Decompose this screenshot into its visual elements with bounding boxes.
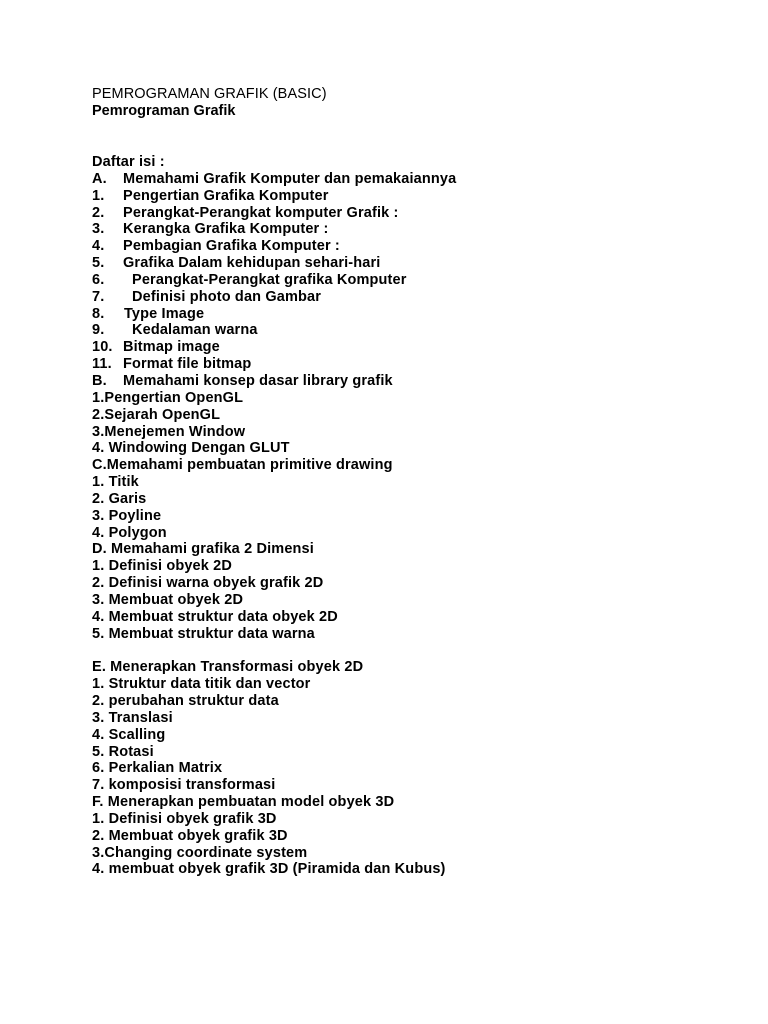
toc-item bbox=[92, 727, 732, 744]
toc-item bbox=[92, 575, 732, 592]
toc-item-text: 1.Pengertian OpenGL bbox=[92, 389, 244, 406]
toc-item-text: 3.Changing coordinate system bbox=[92, 844, 308, 861]
toc-item-number: 8. bbox=[92, 305, 105, 322]
toc-item bbox=[92, 339, 732, 356]
toc-item bbox=[92, 188, 732, 205]
toc-item bbox=[92, 508, 732, 525]
toc-item-text: 1. Struktur data titik dan vector bbox=[92, 676, 311, 693]
toc-item bbox=[92, 356, 732, 373]
toc-item bbox=[92, 289, 732, 306]
toc-item bbox=[92, 541, 732, 558]
toc-item bbox=[92, 457, 732, 474]
toc-item-text: Perangkat-Perangkat komputer Grafik : bbox=[123, 204, 399, 221]
toc-item-text: 7. komposisi transformasi bbox=[92, 777, 276, 794]
toc-item-text: 5. Membuat struktur data warna bbox=[92, 625, 315, 642]
toc-item-text: Pengertian Grafika Komputer bbox=[123, 187, 329, 204]
toc-item-number: B. bbox=[92, 372, 107, 389]
toc-item-number: 4. bbox=[92, 238, 105, 255]
toc-item-text: 1. Titik bbox=[92, 474, 139, 491]
toc-item bbox=[92, 154, 732, 171]
toc-item bbox=[92, 424, 732, 441]
toc-item-text: D. Memahami grafika 2 Dimensi bbox=[92, 541, 314, 558]
toc-item bbox=[92, 626, 732, 643]
toc-item-text: 4. Membuat struktur data obyek 2D bbox=[92, 608, 338, 625]
toc-item-number: 6. bbox=[92, 271, 105, 288]
toc-item-text: 2. perubahan struktur data bbox=[92, 693, 279, 709]
toc-item-text: Daftar isi : bbox=[92, 154, 165, 170]
toc-item-number: 7. bbox=[92, 288, 105, 305]
toc-item-text: Grafika Dalam kehidupan sehari-hari bbox=[123, 255, 381, 272]
toc-item bbox=[92, 221, 732, 238]
toc-item bbox=[92, 491, 732, 508]
toc-item-text: Kedalaman warna bbox=[132, 322, 258, 339]
toc-item-text: Format file bitmap bbox=[123, 356, 252, 373]
toc-item-text: 1. Definisi obyek grafik 3D bbox=[92, 810, 277, 827]
toc-item-text: 4. membuat obyek grafik 3D (Piramida dan Kubus) bbox=[92, 861, 446, 878]
toc-item bbox=[92, 861, 732, 878]
toc-item bbox=[92, 525, 732, 542]
toc-item bbox=[92, 760, 732, 777]
toc-item-number: 2. bbox=[92, 204, 105, 221]
toc-item bbox=[92, 322, 732, 339]
table-of-contents bbox=[92, 154, 732, 878]
toc-item bbox=[92, 558, 732, 575]
toc-item-text: Bitmap image bbox=[123, 339, 220, 356]
toc-item-number: 10. bbox=[92, 339, 113, 356]
toc-item-text: 3.Menejemen Window bbox=[92, 423, 246, 440]
toc-item bbox=[92, 255, 732, 272]
toc-item-number: 1. bbox=[92, 187, 105, 204]
document-page bbox=[92, 86, 732, 878]
toc-item-text: 3. Poyline bbox=[92, 507, 162, 524]
toc-item-text: 3. Translasi bbox=[92, 709, 173, 726]
toc-item-number: 3. bbox=[92, 221, 105, 238]
toc-item-text: F. Menerapkan pembuatan model obyek 3D bbox=[92, 794, 395, 811]
toc-item-text: 6. Perkalian Matrix bbox=[92, 760, 223, 777]
toc-item bbox=[92, 390, 732, 407]
toc-item bbox=[92, 609, 732, 626]
toc-item bbox=[92, 811, 732, 828]
toc-item bbox=[92, 407, 732, 424]
toc-item bbox=[92, 205, 732, 222]
toc-item-number: 11. bbox=[92, 356, 112, 373]
toc-item bbox=[92, 693, 732, 710]
toc-item bbox=[92, 592, 732, 609]
toc-item-text: E. Menerapkan Transformasi obyek 2D bbox=[92, 659, 364, 676]
toc-item bbox=[92, 710, 732, 727]
toc-item-text: Memahami Grafik Komputer dan pemakaiannya bbox=[123, 170, 457, 187]
toc-item-text: Memahami konsep dasar library grafik bbox=[123, 372, 393, 389]
toc-item-text: 2. Definisi warna obyek grafik 2D bbox=[92, 575, 324, 592]
toc-item-text: 4. Polygon bbox=[92, 524, 167, 541]
toc-item bbox=[92, 171, 732, 188]
toc-item bbox=[92, 440, 732, 457]
toc-item bbox=[92, 828, 732, 845]
toc-blank-line bbox=[92, 642, 732, 659]
toc-item-text: Pembagian Grafika Komputer : bbox=[123, 238, 340, 255]
toc-item-number: 9. bbox=[92, 322, 105, 339]
toc-item bbox=[92, 272, 732, 289]
toc-item bbox=[92, 794, 732, 811]
toc-item-text: Type Image bbox=[124, 305, 205, 322]
toc-item bbox=[92, 777, 732, 794]
toc-item bbox=[92, 238, 732, 255]
toc-item bbox=[92, 744, 732, 761]
toc-item-number: 5. bbox=[92, 255, 105, 272]
toc-item-text: 1. Definisi obyek 2D bbox=[92, 558, 232, 575]
toc-item bbox=[92, 373, 732, 390]
toc-item-text: Kerangka Grafika Komputer : bbox=[123, 221, 329, 238]
toc-item bbox=[92, 306, 732, 323]
toc-item-text: 4. Windowing Dengan GLUT bbox=[92, 440, 290, 457]
document-subtitle: Pemrograman Grafik bbox=[92, 103, 236, 119]
toc-item-text: 2. Membuat obyek grafik 3D bbox=[92, 827, 288, 844]
toc-item-text: Definisi photo dan Gambar bbox=[132, 288, 322, 305]
toc-item-text: 2.Sejarah OpenGL bbox=[92, 406, 221, 423]
toc-item bbox=[92, 659, 732, 676]
toc-item bbox=[92, 676, 732, 693]
toc-item-text: 2. Garis bbox=[92, 490, 147, 507]
toc-item-text: Perangkat-Perangkat grafika Komputer bbox=[132, 271, 407, 288]
toc-item-text: 4. Scalling bbox=[92, 726, 166, 743]
toc-item-text: 5. Rotasi bbox=[92, 743, 154, 760]
toc-item-text: 3. Membuat obyek 2D bbox=[92, 591, 244, 608]
toc-item bbox=[92, 845, 732, 862]
toc-item bbox=[92, 474, 732, 491]
document-title: PEMROGRAMAN GRAFIK (BASIC) bbox=[92, 86, 327, 102]
toc-item-number: A. bbox=[92, 170, 107, 187]
toc-item-text: C.Memahami pembuatan primitive drawing bbox=[92, 457, 393, 474]
